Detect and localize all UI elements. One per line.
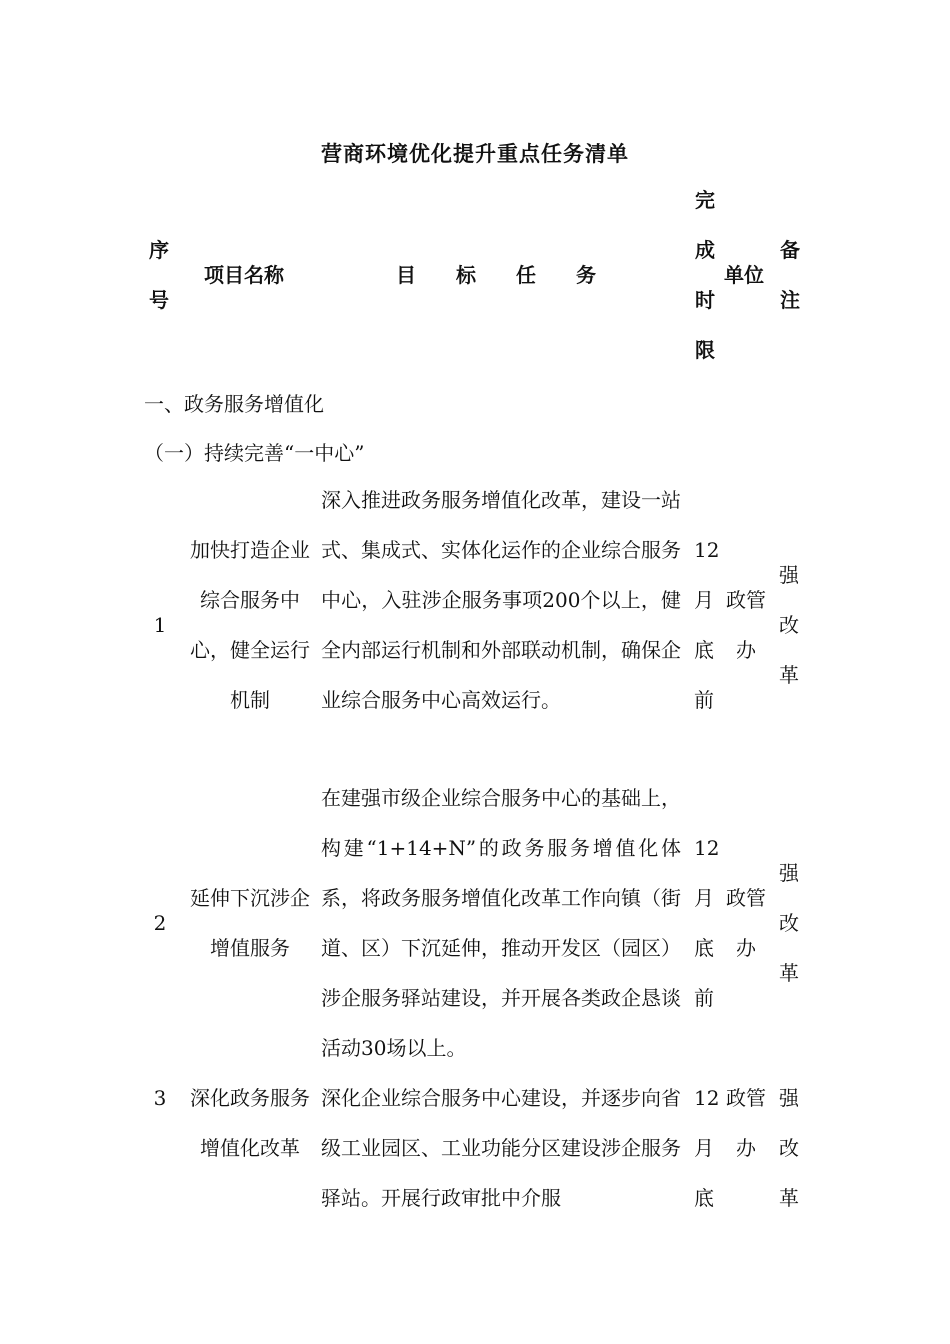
row-3-task: 深化企业综合服务中心建设，并逐步向省级工业园区、工业功能分区建设涉企服务驿站。开展行政审批中介服: [321, 1086, 681, 1210]
row-2-project: 延伸下沉涉企增值服务: [190, 886, 310, 960]
row-3-project: 深化政务服务增值化改革: [190, 1086, 310, 1160]
row-3-unit: 政管办: [726, 1086, 766, 1160]
header-task: 目 标 任 务: [396, 263, 596, 287]
row-1-note: 强改革: [779, 563, 799, 687]
row-1-unit: 政管办: [726, 588, 766, 662]
row-1-deadline: 12月底前: [694, 538, 720, 712]
row-2-note: 强改革: [779, 861, 799, 985]
section-heading: 一、政务服务增值化: [144, 392, 324, 416]
header-note: 备注: [780, 238, 800, 312]
row-2-task: 在建强市级企业综合服务中心的基础上，构建“1+14+N”的政务服务增值化体系，将政务服务增值化改革工作向镇（街道、区）下沉延伸，推动开发区（园区）涉企服务驿站建设，并开展各类政企恳谈活动30场以上。: [321, 786, 681, 1060]
row-1-seq: 1: [153, 613, 167, 637]
row-1-task: 深入推进政务服务增值化改革，建设一站式、集成式、实体化运作的企业综合服务中心，入驻涉企服务事项200个以上，健全内部运行机制和外部联动机制，确保企业综合服务中心高效运行。: [321, 488, 681, 712]
row-2-unit: 政管办: [726, 886, 766, 960]
row-2-seq: 2: [153, 911, 167, 935]
subsection-heading: （一）持续完善“一中心”: [144, 441, 365, 465]
header-deadline: 完成时限: [695, 188, 715, 362]
row-3-note: 强改革: [779, 1086, 799, 1210]
row-2-deadline: 12月底前: [694, 836, 720, 1010]
header-seq: 序号: [149, 238, 169, 312]
header-project: 项目名称: [204, 263, 284, 287]
header-unit: 单位: [724, 263, 764, 287]
row-3-seq: 3: [153, 1086, 167, 1110]
row-1-project: 加快打造企业综合服务中心，健全运行机制: [190, 538, 310, 712]
document-title: 营商环境优化提升重点任务清单: [321, 141, 629, 166]
row-3-deadline: 12月底: [694, 1086, 720, 1210]
